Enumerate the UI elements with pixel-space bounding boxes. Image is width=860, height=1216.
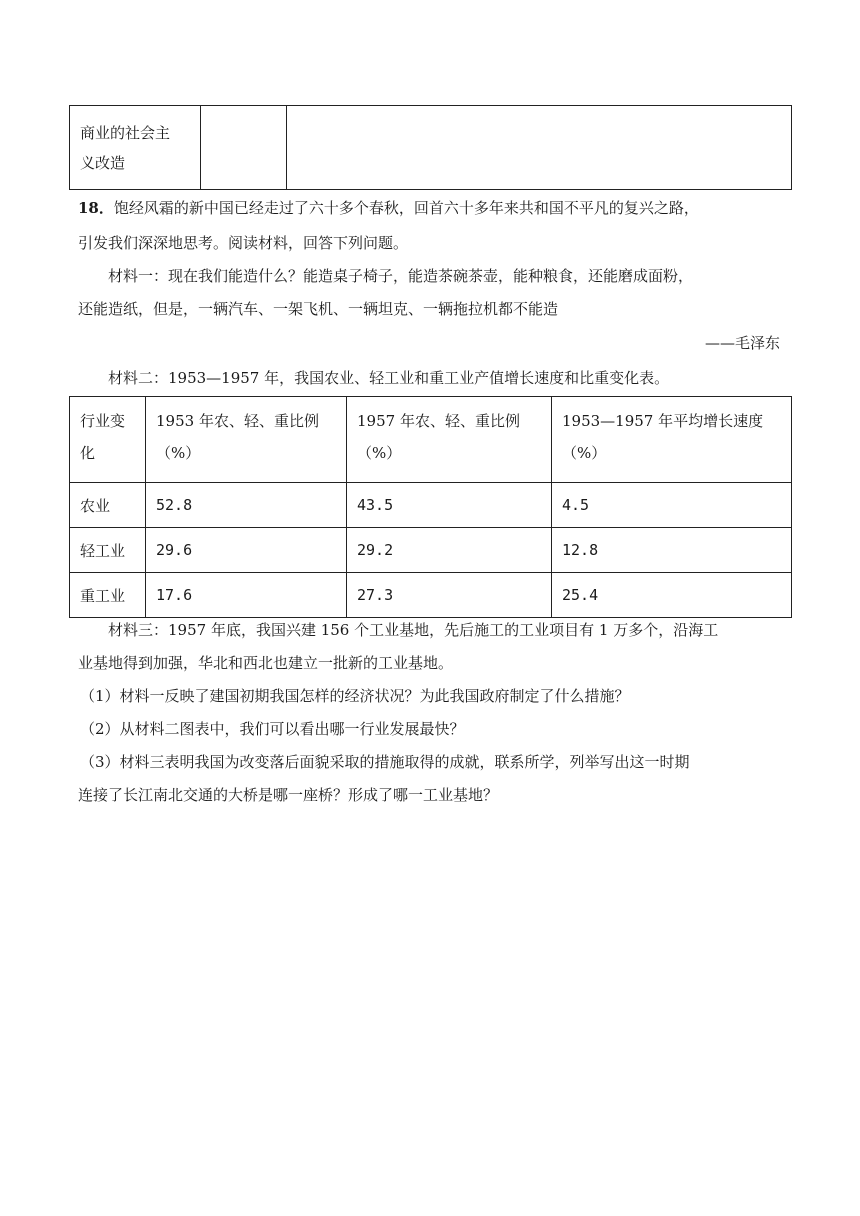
cell-sector: 农业: [70, 483, 146, 528]
table-row: [70, 106, 792, 190]
cell-growth: 4.5: [552, 483, 792, 528]
question-intro-line2: 引发我们深深地思考。阅读材料，回答下列问题。: [78, 234, 409, 252]
header-sector: 行业变 化: [70, 397, 146, 483]
table-row: [70, 573, 792, 618]
material1-source: ——毛泽东: [704, 334, 780, 352]
cell-growth: 12.8: [552, 528, 792, 573]
table-cell-label: [70, 106, 201, 190]
header-growth: 1953—1957 年平均增长速度 （%）: [552, 397, 792, 483]
table-header-row: [70, 397, 792, 483]
cell-ratio-1953: 17.6: [146, 573, 347, 618]
cell-ratio-1957: 27.3: [347, 573, 552, 618]
cell-growth: 25.4: [552, 573, 792, 618]
table-row: [70, 483, 792, 528]
table-cell-empty: [287, 106, 792, 190]
header-1957-ratio: 1957 年农、轻、重比例 （%）: [347, 397, 552, 483]
material1-line1: 材料一：现在我们能造什么？能造桌子椅子，能造茶碗茶壶，能种粮食，还能磨成面粉，: [108, 267, 694, 285]
cell-sector: 轻工业: [70, 528, 146, 573]
cell-ratio-1957: 43.5: [347, 483, 552, 528]
material3-line1: 材料三：1957 年底，我国兴建 156 个工业基地，先后施工的工业项目有 1 万多个，沿海工: [108, 621, 719, 639]
reform-table-fragment: [69, 105, 792, 190]
question-intro-line1: [78, 198, 699, 218]
cell-ratio-1953: 29.6: [146, 528, 347, 573]
material1-line2: 还能造纸，但是，一辆汽车、一架飞机、一辆坦克、一辆拖拉机都不能造: [78, 300, 559, 318]
header-1953-ratio: 1953 年农、轻、重比例 （%）: [146, 397, 347, 483]
material3-line2: 业基地得到加强，华北和西北也建立一批新的工业基地。: [78, 654, 454, 672]
sub-question-1: （1）材料一反映了建国初期我国怎样的经济状况？为此我国政府制定了什么措施？: [80, 687, 630, 705]
cell-sector: 重工业: [70, 573, 146, 618]
cell-ratio-1953: 52.8: [146, 483, 347, 528]
sub-question-2: （2）从材料二图表中，我们可以看出哪一行业发展最快？: [80, 720, 465, 738]
table-row: [70, 528, 792, 573]
sub-question-3-line2: 连接了长江南北交通的大桥是哪一座桥？形成了哪一工业基地？: [78, 786, 499, 804]
sub-question-3-line1: （3）材料三表明我国为改变落后面貌采取的措施取得的成就，联系所学，列举写出这一时期: [80, 753, 690, 771]
material2-intro: 材料二：1953—1957 年，我国农业、轻工业和重工业产值增长速度和比重变化表。: [108, 369, 670, 387]
table-cell-empty: [201, 106, 287, 190]
row-label-line1: 商业的社会主: [80, 123, 171, 142]
question-intro-text1: 饱经风霜的新中国已经走过了六十多个春秋，回首六十多年来共和国不平凡的复兴之路，: [113, 199, 699, 217]
row-label-line2: 义改造: [80, 153, 126, 172]
growth-data-table: [69, 396, 792, 618]
cell-ratio-1957: 29.2: [347, 528, 552, 573]
question-number: 18．: [78, 199, 114, 217]
